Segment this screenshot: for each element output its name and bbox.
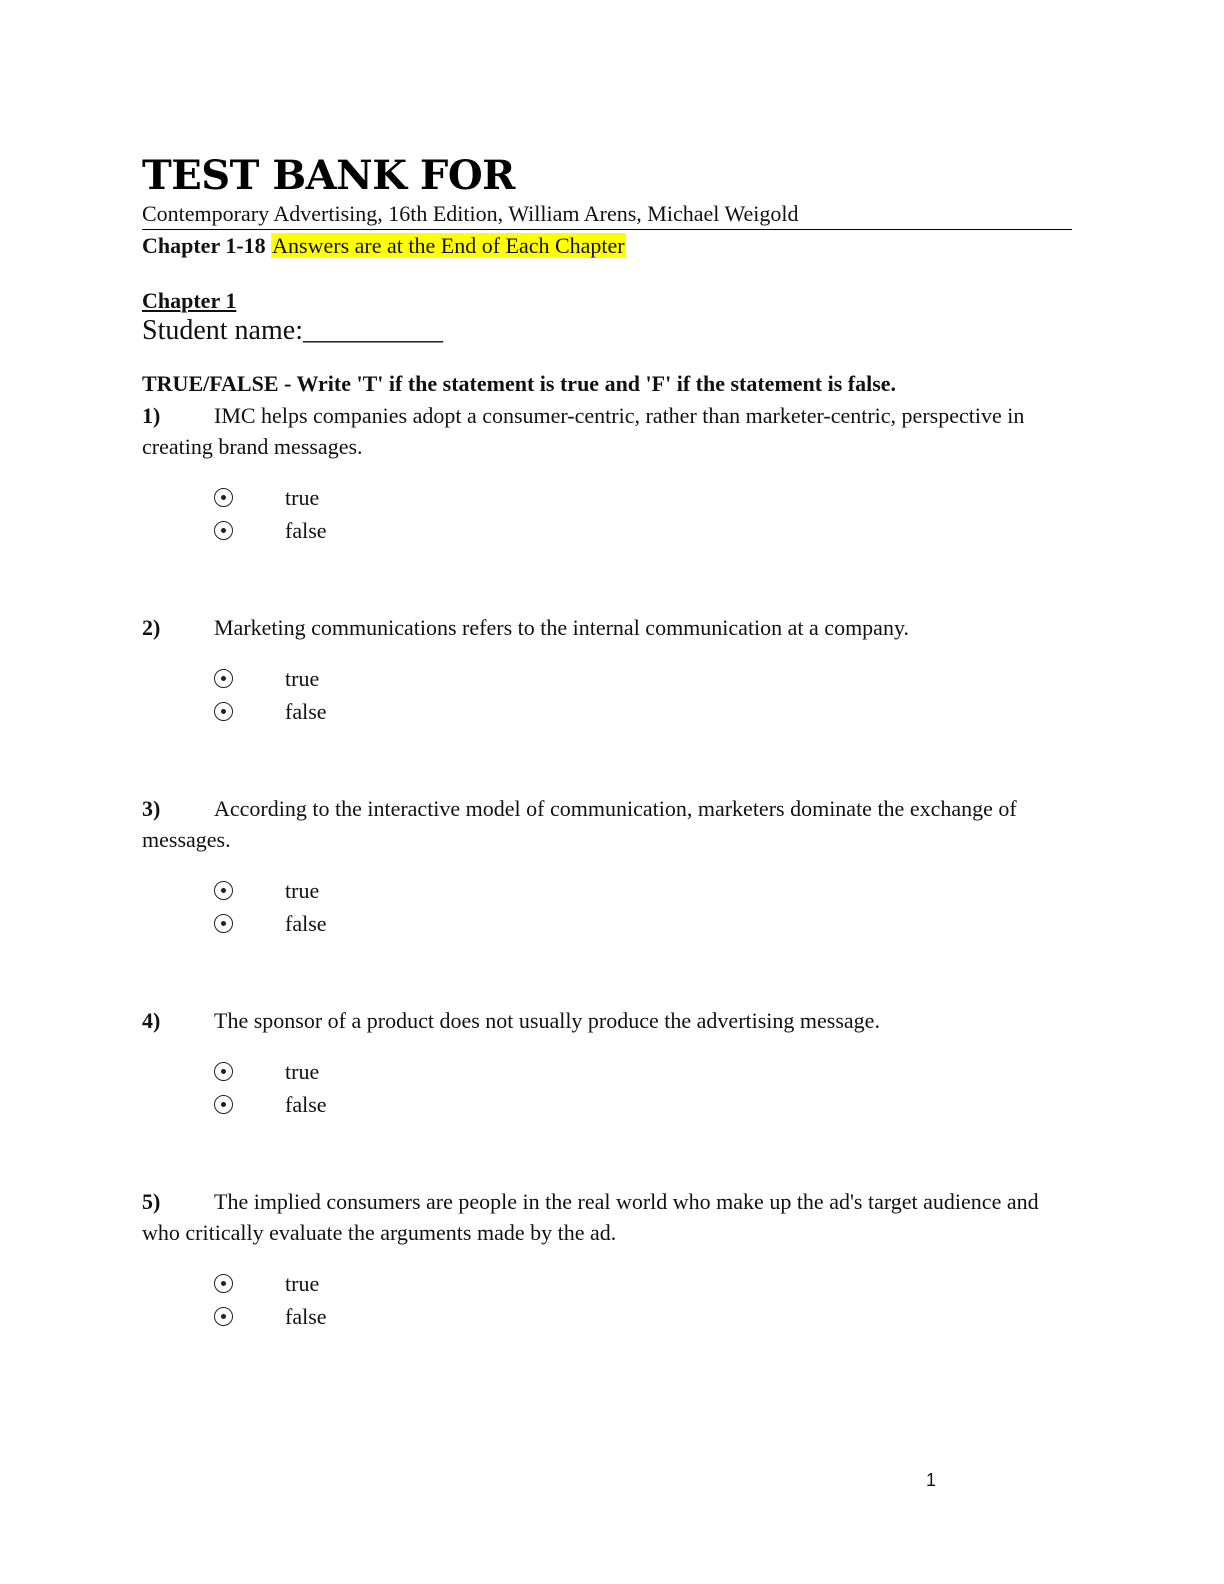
page-number: 1 (926, 1470, 937, 1490)
question-number: 4) (142, 1008, 161, 1033)
question-text: The implied consumers are people in the real world who make up the ad's target audience and who critically evaluate the arguments made by the ad. (142, 1189, 1039, 1245)
radio-icon[interactable] (214, 488, 233, 507)
question-2 (142, 612, 1072, 643)
question-text: The sponsor of a product does not usually produce the advertising message. (214, 1008, 880, 1033)
option-label: true (285, 666, 320, 691)
radio-icon[interactable] (214, 1307, 233, 1326)
question-number: 2) (142, 615, 161, 640)
question-text: Marketing communications refers to the internal communication at a company. (214, 615, 910, 640)
question-3 (142, 793, 1072, 855)
radio-icon[interactable] (214, 1095, 233, 1114)
question-5-options (214, 1270, 414, 1336)
student-name-field: Student name:__________ (142, 315, 443, 346)
option-label: false (285, 1304, 327, 1329)
option-label: false (285, 1092, 327, 1117)
question-2-options (214, 665, 414, 731)
option-true[interactable] (214, 665, 414, 698)
option-true[interactable] (214, 877, 414, 910)
option-label: true (285, 485, 320, 510)
option-true[interactable] (214, 484, 414, 517)
option-false[interactable] (214, 698, 414, 731)
question-text: According to the interactive model of communication, marketers dominate the exchange of messages. (142, 796, 1017, 852)
option-label: false (285, 911, 327, 936)
option-true[interactable] (214, 1270, 414, 1303)
option-label: true (285, 1059, 320, 1084)
answers-note-highlight: Answers are at the End of Each Chapter (272, 233, 625, 258)
radio-icon[interactable] (214, 881, 233, 900)
question-4-options (214, 1058, 414, 1124)
radio-icon[interactable] (214, 1062, 233, 1081)
option-false[interactable] (214, 517, 414, 550)
question-text: IMC helps companies adopt a consumer-centric, rather than marketer-centric, perspective in creating brand messages. (142, 403, 1025, 459)
option-false[interactable] (214, 1091, 414, 1124)
chapter-range-line (142, 232, 626, 260)
option-false[interactable] (214, 1303, 414, 1336)
chapter-range: Chapter 1-18 (142, 233, 266, 258)
radio-icon[interactable] (214, 669, 233, 688)
document-subtitle: Contemporary Advertising, 16th Edition, William Arens, Michael Weigold (142, 200, 1072, 230)
option-true[interactable] (214, 1058, 414, 1091)
option-false[interactable] (214, 910, 414, 943)
option-label: false (285, 518, 327, 543)
radio-icon[interactable] (214, 914, 233, 933)
true-false-instructions: TRUE/FALSE - Write 'T' if the statement is true and 'F' if the statement is false. (142, 371, 897, 396)
question-number: 5) (142, 1189, 161, 1214)
document-title: TEST BANK FOR (142, 152, 515, 199)
chapter-heading: Chapter 1 (142, 288, 237, 313)
question-4 (142, 1005, 1072, 1036)
question-number: 1) (142, 403, 161, 428)
radio-icon[interactable] (214, 702, 233, 721)
question-5 (142, 1186, 1072, 1248)
radio-icon[interactable] (214, 1274, 233, 1293)
question-3-options (214, 877, 414, 943)
question-number: 3) (142, 796, 161, 821)
question-1 (142, 400, 1072, 462)
question-1-options (214, 484, 414, 550)
option-label: false (285, 699, 327, 724)
radio-icon[interactable] (214, 521, 233, 540)
option-label: true (285, 1271, 320, 1296)
option-label: true (285, 878, 320, 903)
